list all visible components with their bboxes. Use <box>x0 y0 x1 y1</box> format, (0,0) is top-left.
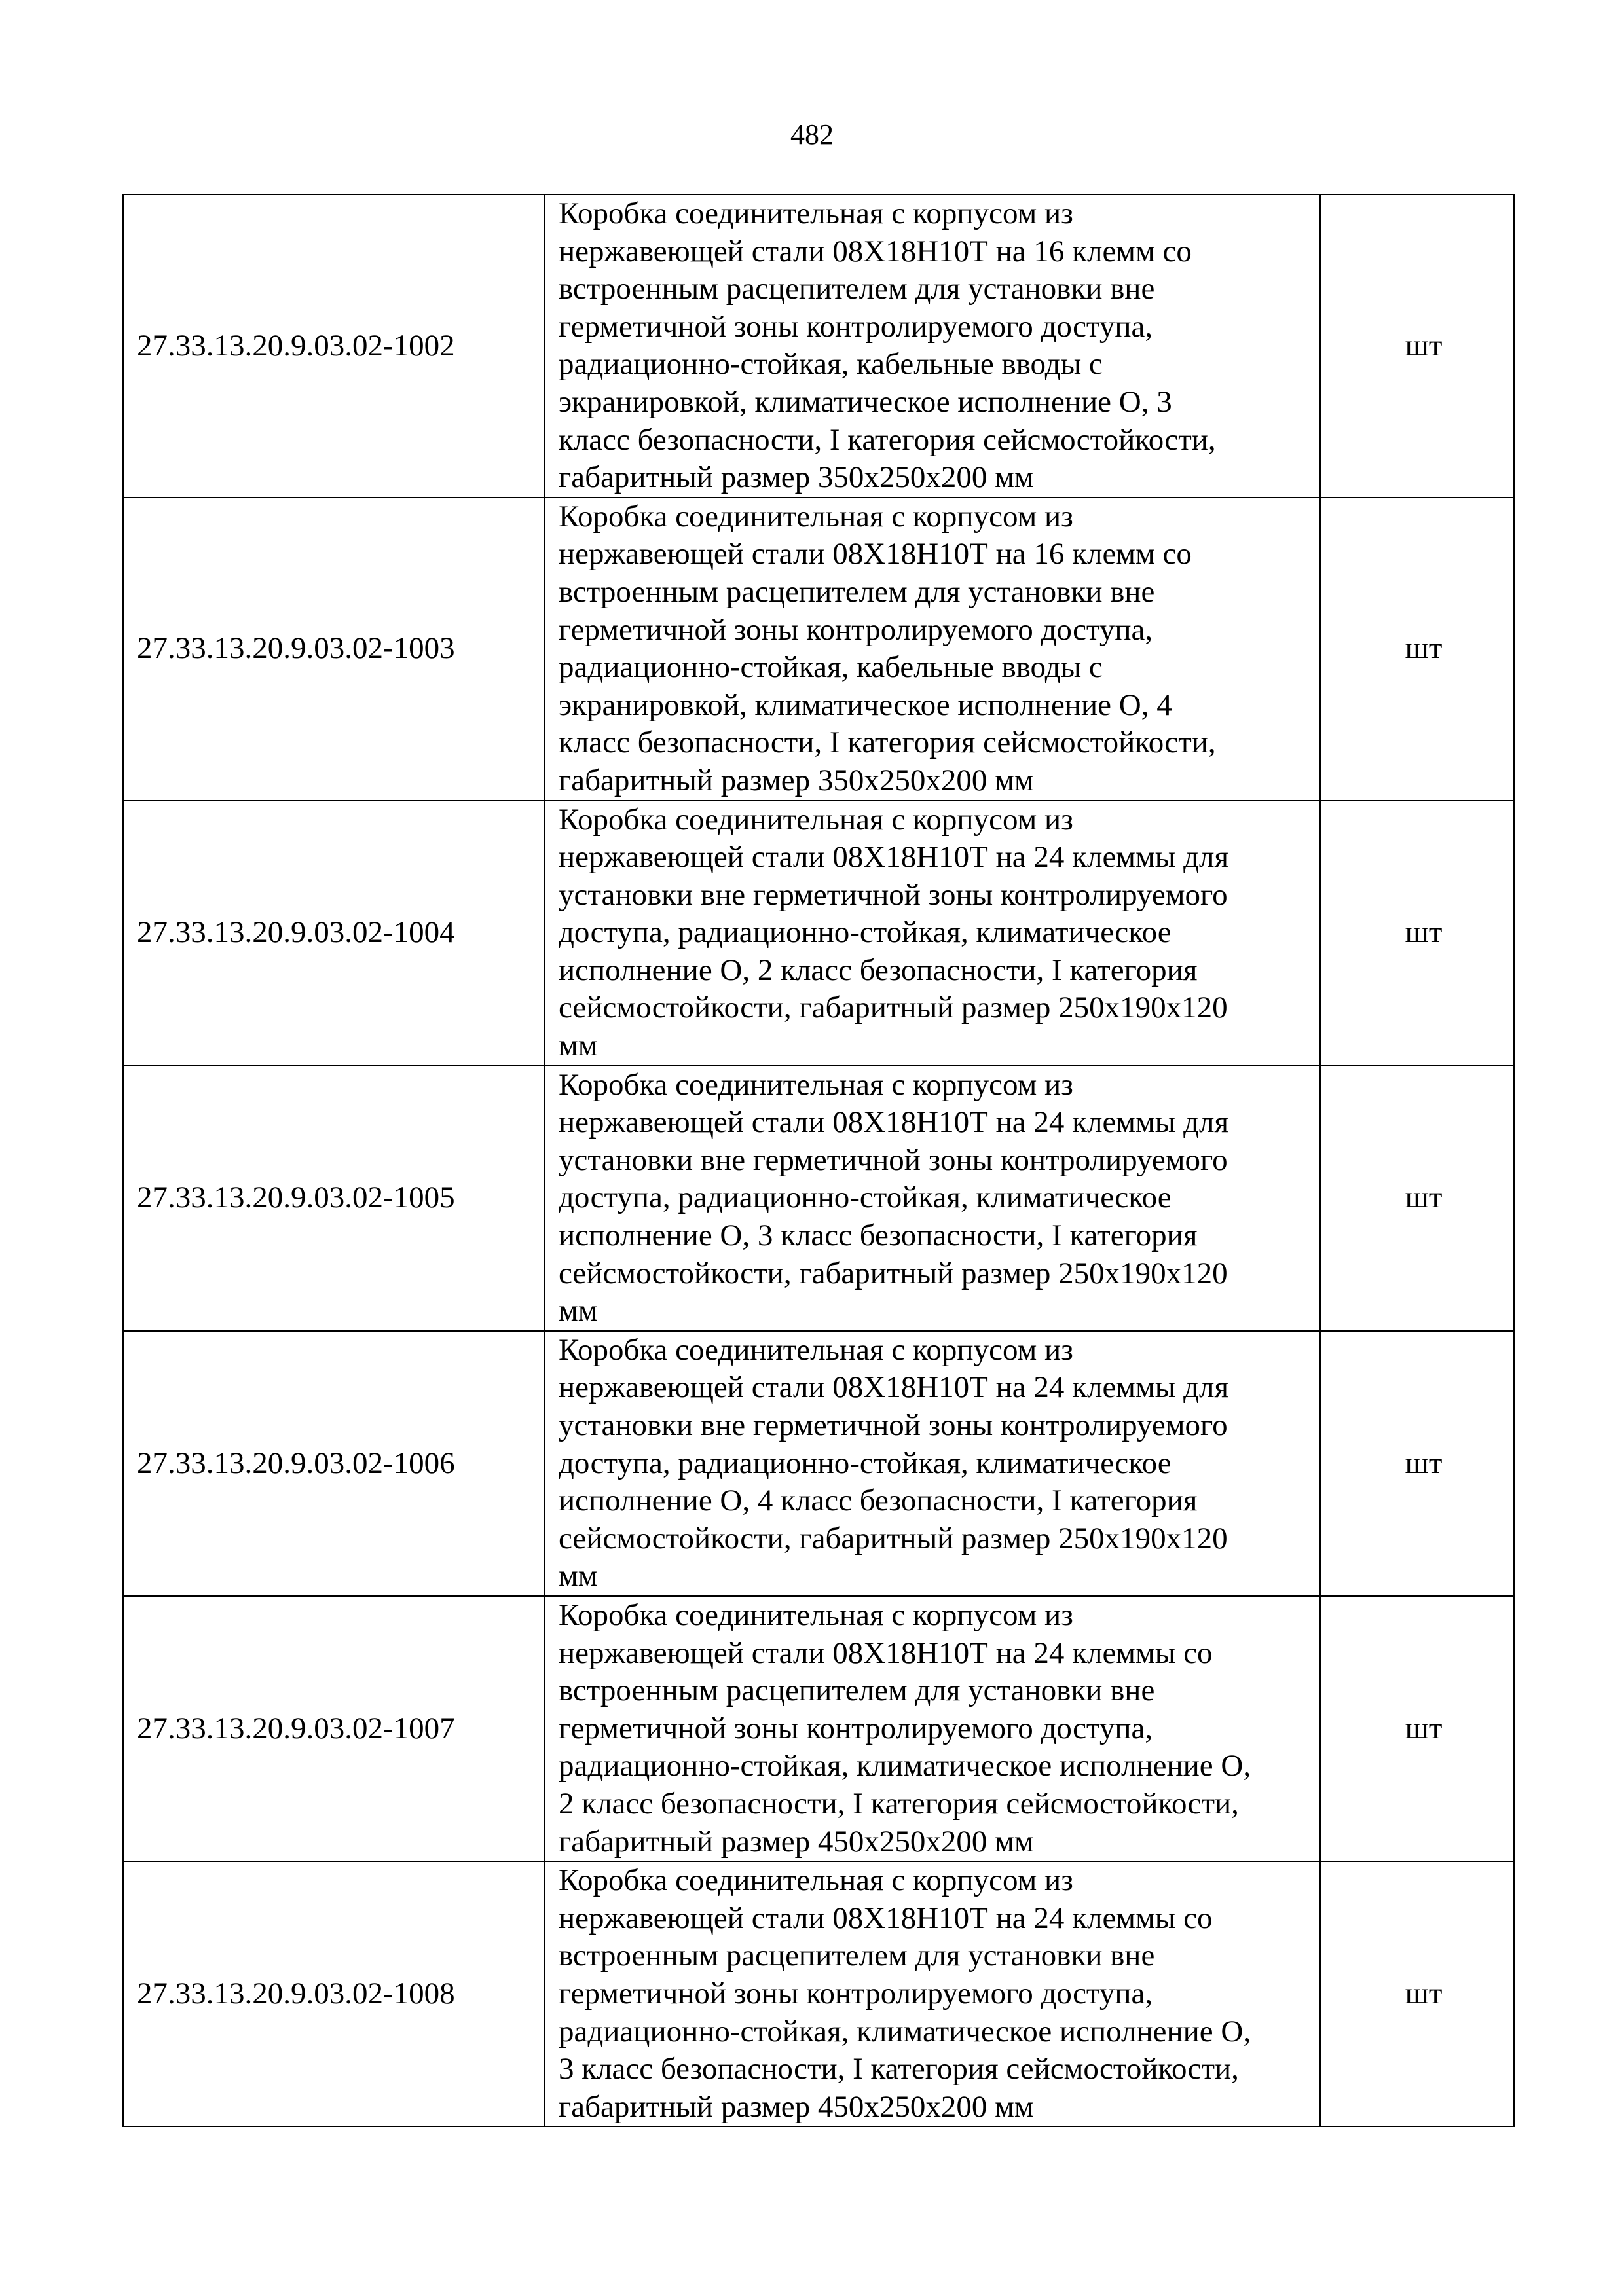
description-line: Коробка соединительная с корпусом из <box>559 1332 1073 1367</box>
description-line: герметичной зоны контролируемого доступа, <box>559 309 1153 344</box>
description-line: мм <box>559 1559 598 1594</box>
unit-cell: шт <box>1320 1861 1514 2126</box>
table-row <box>123 1596 1514 1861</box>
resource-description-cell <box>545 1331 1320 1596</box>
resource-code-cell: 27.33.13.20.9.03.02-1007 <box>123 1596 545 1861</box>
description-line: габаритный размер 450х250х200 мм <box>559 2089 1034 2124</box>
description-line: радиационно-стойкая, кабельные вводы с <box>559 650 1103 685</box>
description-line: экранировкой, климатическое исполнение О, 3 <box>559 384 1172 419</box>
description-line: Коробка соединительная с корпусом из <box>559 1067 1073 1102</box>
description-line: Коробка соединительная с корпусом из <box>559 499 1073 534</box>
description-line: мм <box>559 1294 598 1328</box>
description-line: класс безопасности, I категория сейсмостойкости, <box>559 725 1216 760</box>
description-line: Коробка соединительная с корпусом из <box>559 802 1073 837</box>
resource-description-cell <box>545 801 1320 1066</box>
page-number: 482 <box>790 118 834 151</box>
resource-description-cell <box>545 498 1320 801</box>
description-line: установки вне герметичной зоны контролируемого <box>559 1142 1228 1177</box>
description-line: доступа, радиационно-стойкая, климатическое <box>559 915 1172 950</box>
description-line: исполнение О, 4 класс безопасности, I категория <box>559 1484 1198 1518</box>
description-line: нержавеющей стали 08Х18Н10Т на 24 клеммы для <box>559 1370 1229 1405</box>
unit-cell: шт <box>1320 194 1514 498</box>
resource-code-cell: 27.33.13.20.9.03.02-1003 <box>123 498 545 801</box>
resource-code-cell: 27.33.13.20.9.03.02-1002 <box>123 194 545 498</box>
resource-table <box>122 194 1515 2127</box>
description-line: 2 класс безопасности, I категория сейсмостойкости, <box>559 1786 1239 1821</box>
resource-code-cell: 27.33.13.20.9.03.02-1004 <box>123 801 545 1066</box>
description-line: встроенным расцепителем для установки вне <box>559 1673 1155 1708</box>
description-line: сейсмостойкости, габаритный размер 250х190х120 <box>559 1256 1228 1290</box>
description-line: доступа, радиационно-стойкая, климатическое <box>559 1180 1172 1215</box>
description-line: 3 класс безопасности, I категория сейсмостойкости, <box>559 2052 1239 2086</box>
table-row <box>123 1066 1514 1331</box>
table-row <box>123 1861 1514 2126</box>
description-line: нержавеющей стали 08Х18Н10Т на 16 клемм со <box>559 537 1192 572</box>
description-line: герметичной зоны контролируемого доступа, <box>559 612 1153 647</box>
resource-description-cell <box>545 1861 1320 2126</box>
unit-cell: шт <box>1320 1596 1514 1861</box>
description-line: встроенным расцепителем для установки вне <box>559 272 1155 306</box>
description-line: радиационно-стойкая, климатическое исполнение О, <box>559 1749 1251 1783</box>
description-line: герметичной зоны контролируемого доступа, <box>559 1976 1153 2011</box>
table-row <box>123 801 1514 1066</box>
description-line: исполнение О, 2 класс безопасности, I категория <box>559 953 1198 987</box>
description-line: класс безопасности, I категория сейсмостойкости, <box>559 422 1216 457</box>
table-row <box>123 498 1514 801</box>
unit-cell: шт <box>1320 801 1514 1066</box>
description-line: нержавеющей стали 08Х18Н10Т на 16 клемм со <box>559 234 1192 268</box>
description-line: нержавеющей стали 08Х18Н10Т на 24 клеммы со <box>559 1901 1213 1935</box>
resource-description-cell <box>545 194 1320 498</box>
description-line: установки вне герметичной зоны контролируемого <box>559 1408 1228 1442</box>
table-body <box>123 194 1514 2126</box>
description-line: Коробка соединительная с корпусом из <box>559 1597 1073 1632</box>
table-row <box>123 1331 1514 1596</box>
table-row <box>123 194 1514 498</box>
description-line: доступа, радиационно-стойкая, климатическое <box>559 1446 1172 1480</box>
description-line: Коробка соединительная с корпусом из <box>559 1863 1073 1898</box>
description-line: нержавеющей стали 08Х18Н10Т на 24 клеммы со <box>559 1635 1213 1670</box>
description-line: исполнение О, 3 класс безопасности, I категория <box>559 1218 1198 1253</box>
unit-cell: шт <box>1320 498 1514 801</box>
resource-description-cell <box>545 1596 1320 1861</box>
description-line: герметичной зоны контролируемого доступа, <box>559 1711 1153 1745</box>
resource-code-cell: 27.33.13.20.9.03.02-1005 <box>123 1066 545 1331</box>
description-line: мм <box>559 1029 598 1063</box>
description-line: нержавеющей стали 08Х18Н10Т на 24 клеммы для <box>559 1105 1229 1140</box>
description-line: габаритный размер 450х250х200 мм <box>559 1824 1034 1859</box>
resource-code-cell: 27.33.13.20.9.03.02-1008 <box>123 1861 545 2126</box>
resource-code-cell: 27.33.13.20.9.03.02-1006 <box>123 1331 545 1596</box>
description-line: габаритный размер 350х250х200 мм <box>559 460 1034 495</box>
description-line: встроенным расцепителем для установки вне <box>559 1939 1155 1973</box>
description-line: сейсмостойкости, габаритный размер 250х190х120 <box>559 991 1228 1025</box>
description-line: установки вне герметичной зоны контролируемого <box>559 877 1228 912</box>
description-line: радиационно-стойкая, кабельные вводы с <box>559 347 1103 382</box>
description-line: Коробка соединительная с корпусом из <box>559 196 1073 230</box>
resource-description-cell <box>545 1066 1320 1331</box>
description-line: нержавеющей стали 08Х18Н10Т на 24 клеммы для <box>559 840 1229 875</box>
description-line: экранировкой, климатическое исполнение О, 4 <box>559 687 1172 722</box>
unit-cell: шт <box>1320 1331 1514 1596</box>
unit-cell: шт <box>1320 1066 1514 1331</box>
description-line: габаритный размер 350х250х200 мм <box>559 763 1034 797</box>
description-line: сейсмостойкости, габаритный размер 250х190х120 <box>559 1521 1228 1556</box>
description-line: встроенным расцепителем для установки вне <box>559 574 1155 609</box>
description-line: радиационно-стойкая, климатическое исполнение О, <box>559 2014 1251 2049</box>
